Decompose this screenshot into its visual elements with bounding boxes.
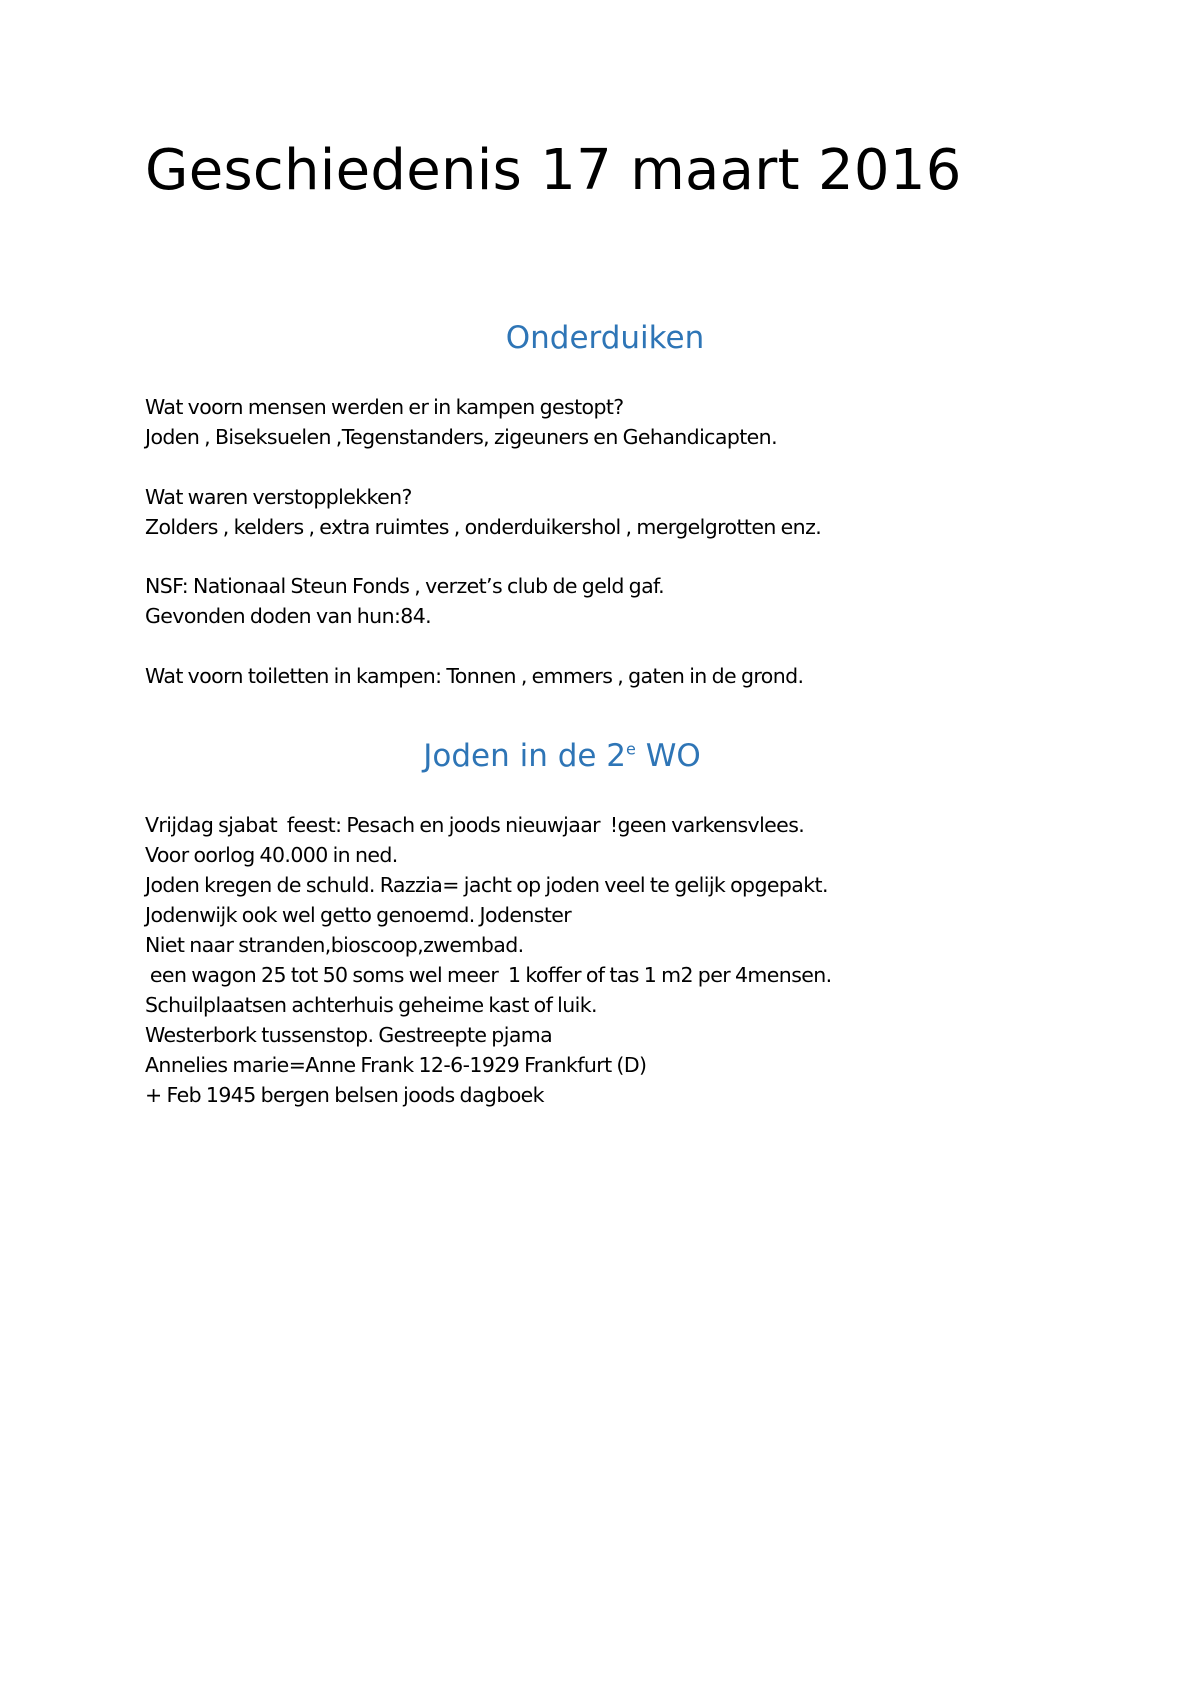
paragraph-joden bbox=[145, 810, 1145, 1110]
text-line: Joden , Biseksuelen ,Tegenstanders, zigeuners en Gehandicapten. bbox=[145, 425, 777, 449]
heading-text: Joden in de 2 bbox=[423, 738, 627, 774]
text-line: Vrijdag sjabat feest: Pesach en joods nieuwjaar !geen varkensvlees. bbox=[145, 813, 805, 837]
text-line: Westerbork tussenstop. Gestreepte pjama bbox=[145, 1023, 553, 1047]
paragraph-toiletten bbox=[145, 661, 1145, 691]
text-line: een wagon 25 tot 50 soms wel meer 1 koffer of tas 1 m2 per 4mensen. bbox=[145, 963, 832, 987]
heading-superscript: e bbox=[626, 739, 636, 759]
heading-text-end: WO bbox=[635, 738, 701, 774]
text-line: Jodenwijk ook wel getto genoemd. Jodenster bbox=[145, 903, 572, 927]
text-line: Wat waren verstopplekken? bbox=[145, 485, 412, 509]
text-line: Voor oorlog 40.000 in ned. bbox=[145, 843, 398, 867]
text-line: Zolders , kelders , extra ruimtes , onderduikershol , mergelgrotten enz. bbox=[145, 515, 822, 539]
text-line: + Feb 1945 bergen belsen joods dagboek bbox=[145, 1083, 544, 1107]
text-line: Annelies marie=Anne Frank 12-6-1929 Frankfurt (D) bbox=[145, 1053, 647, 1077]
text-line: Wat voorn mensen werden er in kampen gestopt? bbox=[145, 395, 624, 419]
text-line: Gevonden doden van hun:84. bbox=[145, 604, 432, 628]
text-line: NSF: Nationaal Steun Fonds , verzet’s club de geld gaf. bbox=[145, 574, 665, 598]
document-title: Geschiedenis 17 maart 2016 bbox=[145, 138, 962, 203]
section-heading-joden bbox=[0, 738, 1162, 774]
text-line: Schuilplaatsen achterhuis geheime kast of luik. bbox=[145, 993, 597, 1017]
paragraph-kampen bbox=[145, 392, 1145, 452]
paragraph-nsf bbox=[145, 571, 1145, 631]
text-line: Niet naar stranden,bioscoop,zwembad. bbox=[145, 933, 524, 957]
section-heading-onderduiken: Onderduiken bbox=[505, 320, 705, 356]
text-line: Wat voorn toiletten in kampen: Tonnen , emmers , gaten in de grond. bbox=[145, 664, 804, 688]
paragraph-verstopplekken bbox=[145, 482, 1145, 542]
text-line: Joden kregen de schuld. Razzia= jacht op joden veel te gelijk opgepakt. bbox=[145, 873, 828, 897]
